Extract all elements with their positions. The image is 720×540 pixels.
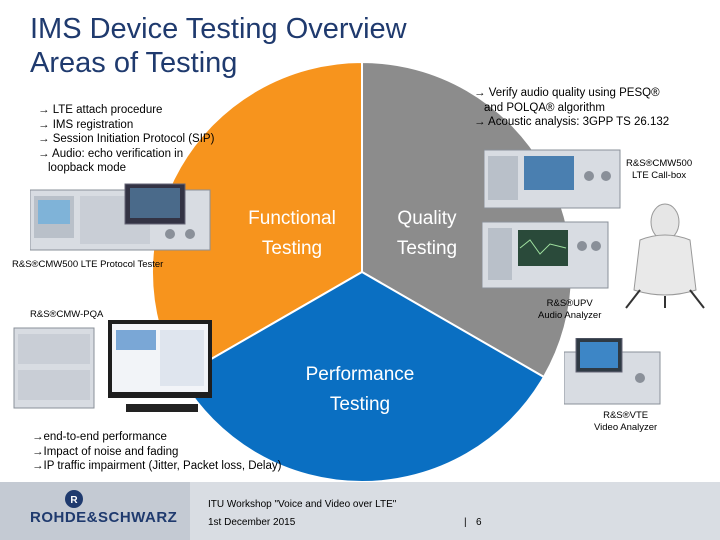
list-item: and POLQA® algorithm bbox=[484, 101, 605, 114]
rohde-schwarz-emblem-icon bbox=[64, 489, 84, 509]
list-item: → Acoustic analysis: 3GPP TS 26.132 bbox=[474, 116, 670, 128]
quality-label-line1: Quality bbox=[397, 208, 457, 229]
list-item: → IMS registration bbox=[38, 118, 134, 131]
list-item: →IP traffic impairment (Jitter, Packet loss, Delay) bbox=[32, 460, 282, 472]
footer-page-number: 6 bbox=[476, 517, 482, 528]
cmw500-callbox-caption-line1: R&S®CMW500 bbox=[626, 158, 693, 169]
quality-label bbox=[362, 204, 492, 264]
cmw-pqa-caption: R&S®CMW-PQA bbox=[30, 309, 104, 320]
footer-date: 1st December 2015 bbox=[208, 517, 296, 528]
list-item: →Impact of noise and fading bbox=[32, 445, 179, 458]
upv-audio-analyzer-image bbox=[482, 216, 612, 291]
functional-label-line2: Testing bbox=[261, 238, 323, 259]
vte-video-analyzer-image bbox=[564, 338, 664, 408]
performance-label-line2: Testing bbox=[329, 394, 391, 415]
performance-bullets bbox=[32, 430, 281, 474]
footer-page-separator: | bbox=[464, 517, 467, 528]
brand-logo-text: ROHDE&SCHWARZ bbox=[30, 509, 178, 526]
head-and-torso-simulator-image bbox=[620, 200, 710, 310]
vte-caption-line2: Video Analyzer bbox=[594, 422, 658, 433]
cmw-pqa-setup-image bbox=[8, 318, 218, 418]
functional-label-line1: Functional bbox=[248, 208, 336, 229]
list-item: → Audio: echo verification in bbox=[38, 147, 184, 160]
list-item: → Session Initiation Protocol (SIP) bbox=[38, 133, 215, 145]
list-item: → LTE attach procedure bbox=[38, 104, 163, 116]
vte-caption bbox=[594, 410, 657, 434]
upv-caption-line1: R&S®UPV bbox=[546, 298, 593, 309]
cmw500-callbox-caption bbox=[626, 158, 692, 182]
cmw500-callbox-image bbox=[484, 146, 624, 210]
cmw500-protocol-caption: R&S®CMW500 LTE Protocol Tester bbox=[12, 259, 164, 270]
svg-text:R: R bbox=[70, 495, 78, 506]
upv-caption-line2: Audio Analyzer bbox=[538, 310, 602, 321]
performance-label-line1: Performance bbox=[305, 364, 415, 385]
page-title bbox=[30, 12, 407, 80]
title-line-1: IMS Device Testing Overview bbox=[30, 13, 407, 45]
functional-label bbox=[222, 204, 362, 264]
quality-bullets bbox=[474, 86, 669, 130]
upv-caption bbox=[538, 298, 601, 322]
list-item: →end-to-end performance bbox=[32, 431, 167, 443]
vte-caption-line1: R&S®VTE bbox=[603, 410, 649, 421]
list-item: → Verify audio quality using PESQ® bbox=[474, 87, 660, 99]
footer-event: ITU Workshop "Voice and Video over LTE" bbox=[208, 499, 397, 510]
performance-label bbox=[290, 360, 430, 420]
cmw500-callbox-caption-line2: LTE Call-box bbox=[631, 170, 687, 181]
functional-bullets bbox=[38, 103, 214, 176]
title-line-2: Areas of Testing bbox=[30, 47, 238, 79]
cmw500-protocol-tester-image bbox=[30, 182, 215, 252]
list-item: loopback mode bbox=[48, 162, 126, 174]
quality-label-line2: Testing bbox=[396, 238, 458, 259]
